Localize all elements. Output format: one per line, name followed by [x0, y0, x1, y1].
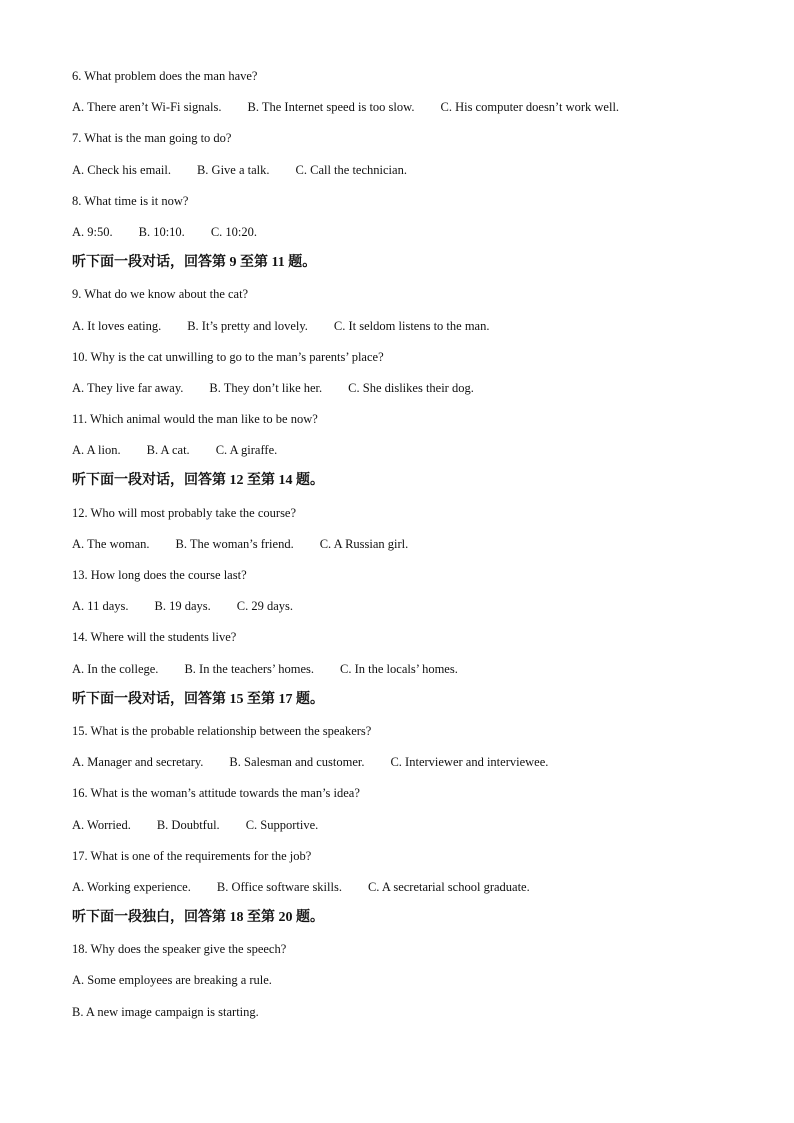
answer-option: B. A cat.: [146, 443, 190, 458]
answer-option: C. In the locals’ homes.: [340, 661, 458, 676]
question-text: 6. What problem does the man have?: [72, 69, 258, 83]
answer-option: A. In the college.: [72, 661, 159, 676]
answer-option: A. Working experience.: [72, 879, 191, 894]
answer-option: B. Give a talk.: [196, 162, 270, 177]
answer-options: [72, 876, 722, 907]
answer-option: B. They don’t like her.: [209, 380, 323, 395]
section-heading: 听下面一段对话，回答第 12 至第 14 题。: [72, 473, 324, 489]
question-text: A. Some employees are breaking a rule.: [72, 973, 272, 988]
question-text: 14. Where will the students live?: [72, 630, 237, 645]
section-heading: 听下面一段对话，回答第 9 至第 11 题。: [72, 255, 317, 271]
answer-option: A. It loves eating.: [72, 318, 162, 333]
answer-option: C. 10:20.: [210, 224, 257, 239]
answer-option: B. The Internet speed is too slow.: [247, 100, 415, 115]
answer-options: [72, 439, 722, 470]
question-text: 7. What is the man going to do?: [72, 131, 232, 146]
question-text: 8. What time is it now?: [72, 193, 189, 208]
section-heading: 听下面一段独白，回答第 18 至第 20 题。: [72, 910, 324, 926]
answer-option: C. It seldom listens to the man.: [333, 318, 490, 333]
answer-options: [72, 221, 722, 252]
answer-option: A. There aren’t Wi-Fi signals.: [72, 100, 222, 115]
question-text: 11. Which animal would the man like to be now?: [72, 412, 318, 427]
answer-options: [72, 751, 722, 782]
answer-option: A. Worried.: [72, 817, 131, 832]
question-text: 9. What do we know about the cat?: [72, 287, 249, 302]
answer-option: A. The woman.: [72, 536, 150, 551]
answer-option: C. 29 days.: [236, 599, 293, 614]
answer-option: A. Manager and secretary.: [72, 755, 204, 770]
question-text: 12. Who will most probably take the course?: [72, 505, 297, 520]
answer-option: C. Supportive.: [245, 817, 319, 832]
answer-option: B. In the teachers’ homes.: [184, 661, 315, 676]
answer-option: A. 11 days.: [72, 599, 129, 614]
question-text: 16. What is the woman’s attitude towards the man’s idea?: [72, 786, 360, 801]
answer-option: C. Call the technician.: [295, 162, 407, 177]
answer-option: B. Salesman and customer.: [229, 755, 365, 770]
answer-options: [72, 315, 722, 346]
question-text: 15. What is the probable relationship between the speakers?: [72, 723, 372, 738]
answer-option: B. 10:10.: [138, 224, 185, 239]
answer-options: [72, 377, 722, 408]
answer-option: A. They live far away.: [72, 380, 184, 395]
answer-options: [72, 96, 722, 127]
answer-option: C. A giraffe.: [215, 443, 278, 458]
answer-option: A. A lion.: [72, 443, 121, 458]
answer-option: B. Office software skills.: [216, 879, 342, 894]
answer-option: C. His computer doesn’t work well.: [440, 100, 620, 115]
answer-option: C. Interviewer and interviewee.: [390, 755, 549, 770]
question-text: 18. Why does the speaker give the speech?: [72, 942, 287, 957]
answer-option: C. A secretarial school graduate.: [367, 879, 530, 894]
answer-option: B. 19 days.: [154, 599, 211, 614]
section-heading: 听下面一段对话，回答第 15 至第 17 题。: [72, 691, 324, 707]
answer-options: [72, 814, 722, 845]
answer-option: C. A Russian girl.: [319, 536, 409, 551]
question-text: B. A new image campaign is starting.: [72, 1004, 259, 1019]
exam-page: [72, 65, 722, 1032]
answer-option: B. Doubtful.: [156, 817, 220, 832]
question-text: 17. What is one of the requirements for the job?: [72, 848, 312, 863]
question-text: 13. How long does the course last?: [72, 568, 247, 582]
answer-option: A. 9:50.: [72, 224, 113, 239]
answer-option: B. The woman’s friend.: [175, 536, 294, 551]
answer-option: A. Check his email.: [72, 162, 171, 177]
question-text: 10. Why is the cat unwilling to go to the man’s parents’ place?: [72, 349, 384, 364]
answer-options: [72, 533, 722, 564]
answer-options: [72, 658, 722, 689]
answer-option: B. It’s pretty and lovely.: [187, 318, 308, 333]
answer-option: C. She dislikes their dog.: [348, 380, 474, 395]
answer-options: [72, 159, 722, 190]
answer-options: [72, 595, 722, 626]
